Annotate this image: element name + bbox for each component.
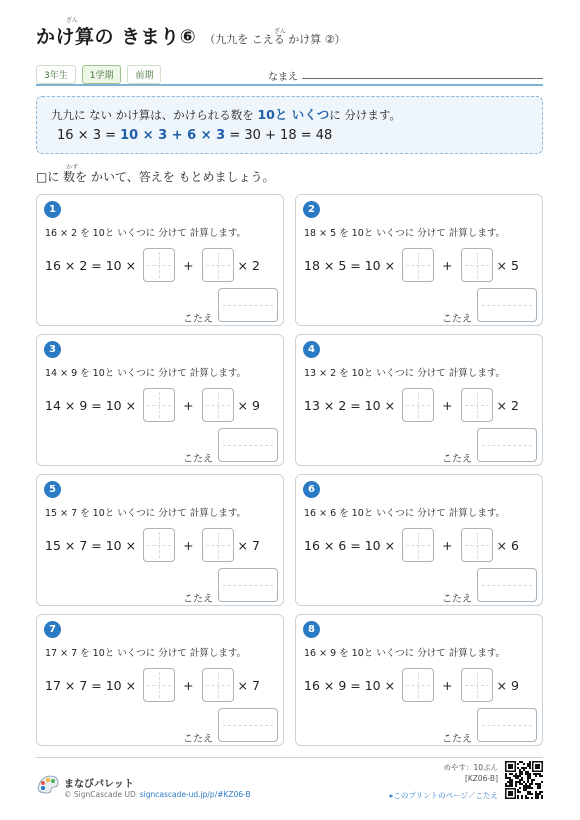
answer-label: こたえ <box>442 454 472 465</box>
brand-name: まなびパレット <box>64 779 134 790</box>
hint-line-1 <box>51 105 528 123</box>
problem-equation <box>45 248 263 282</box>
problem-number-badge: 1 <box>44 201 61 218</box>
equation-left: 16 × 9 = 10 × <box>304 677 396 693</box>
problem-number-badge: 3 <box>44 341 61 358</box>
answer-label: こたえ <box>442 734 472 745</box>
problem-number-badge: 4 <box>303 341 320 358</box>
copyright <box>64 790 251 799</box>
hint-line-2 <box>57 128 528 143</box>
answer-label: こたえ <box>183 454 213 465</box>
answer-box[interactable] <box>218 428 278 462</box>
equation-left: 17 × 7 = 10 × <box>45 677 137 693</box>
tag-term: 1学期 <box>82 65 122 84</box>
plus-sign: + <box>442 257 453 273</box>
tag-period: 前期 <box>127 65 161 84</box>
problem-equation <box>304 388 522 422</box>
answer-box[interactable] <box>218 288 278 322</box>
problem-number-badge: 5 <box>44 481 61 498</box>
subtitle-furigana: ざん <box>274 28 287 35</box>
problem-equation <box>304 668 522 702</box>
header <box>36 22 346 49</box>
equation-left: 15 × 7 = 10 × <box>45 537 137 553</box>
plus-sign: + <box>442 537 453 553</box>
answer-label: こたえ <box>183 734 213 745</box>
problem-question: 18 × 5 を 10と いくつに 分けて 計算します。 <box>304 228 506 239</box>
problem-equation <box>45 668 263 702</box>
answer-box[interactable] <box>218 708 278 742</box>
answer-box[interactable] <box>477 288 537 322</box>
plus-sign: + <box>442 677 453 693</box>
equation-tail: × 2 <box>496 397 519 413</box>
worksheet-code: [KZ06-B] <box>464 773 498 783</box>
problem-card <box>295 474 543 606</box>
problem-number-badge: 2 <box>303 201 320 218</box>
blank-box-2[interactable] <box>461 248 493 282</box>
plus-sign: + <box>183 257 194 273</box>
equation-left: 16 × 6 = 10 × <box>304 537 396 553</box>
blank-box-1[interactable] <box>402 388 434 422</box>
problem-card <box>36 334 284 466</box>
hint-line-1-pre: 九九に ない かけ算は、かけられる数を <box>51 108 258 122</box>
problem-equation <box>304 528 522 562</box>
problem-number-badge: 8 <box>303 621 320 638</box>
answer-box[interactable] <box>477 428 537 462</box>
blank-box-2[interactable] <box>461 528 493 562</box>
equation-tail: × 5 <box>496 257 519 273</box>
problem-card <box>295 334 543 466</box>
page-title: かけ算の きまり⑥ <box>36 26 197 48</box>
problem-card <box>36 474 284 606</box>
problem-card <box>36 614 284 746</box>
blank-box-2[interactable] <box>202 668 234 702</box>
answer-box[interactable] <box>477 708 537 742</box>
answer-page-link[interactable]: ▸このプリントのページ／こたえ <box>389 791 498 800</box>
equation-tail: × 9 <box>237 397 260 413</box>
problem-question: 17 × 7 を 10と いくつに 分けて 計算します。 <box>45 648 247 659</box>
answer-box[interactable] <box>218 568 278 602</box>
problem-question: 15 × 7 を 10と いくつに 分けて 計算します。 <box>45 508 247 519</box>
footer-url-link[interactable]: signcascade-ud.jp/p/#KZ06-B <box>139 790 251 799</box>
problem-question: 16 × 2 を 10と いくつに 分けて 計算します。 <box>45 228 247 239</box>
equation-left: 18 × 5 = 10 × <box>304 257 396 273</box>
palette-logo-icon <box>36 773 60 795</box>
hint-line-1-highlight: 10と いくつ <box>257 107 330 122</box>
page-subtitle: （九九を こえる かけ算 ②） <box>204 33 346 46</box>
problem-question: 14 × 9 を 10と いくつに 分けて 計算します。 <box>45 368 247 379</box>
grade-tags <box>36 65 161 84</box>
hint-line-1-post: に 分けます。 <box>329 108 401 122</box>
plus-sign: + <box>183 537 194 553</box>
equation-tail: × 7 <box>237 537 260 553</box>
problem-equation <box>304 248 522 282</box>
time-guide <box>443 763 498 784</box>
equation-tail: × 6 <box>496 537 519 553</box>
blank-box-1[interactable] <box>143 388 175 422</box>
problem-card <box>295 614 543 746</box>
hint-box <box>36 96 543 154</box>
name-label: なまえ <box>268 72 298 83</box>
problem-number-badge: 6 <box>303 481 320 498</box>
blank-box-1[interactable] <box>402 668 434 702</box>
instruction: □に 数を かいて、答えを もとめましょう。 <box>36 170 275 184</box>
blank-box-2[interactable] <box>202 528 234 562</box>
blank-box-1[interactable] <box>143 528 175 562</box>
equation-left: 14 × 9 = 10 × <box>45 397 137 413</box>
answer-label: こたえ <box>442 594 472 605</box>
time-guide-text: めやす：10ぷん <box>443 763 498 772</box>
blank-box-1[interactable] <box>143 248 175 282</box>
instruction-furigana: かず <box>66 164 79 171</box>
hint-line-2-highlight: 10 × 3 + 6 × 3 <box>120 128 226 143</box>
tag-grade: 3年生 <box>36 65 76 84</box>
problem-equation <box>45 528 263 562</box>
plus-sign: + <box>442 397 453 413</box>
equation-tail: × 7 <box>237 677 260 693</box>
name-field[interactable] <box>302 78 543 79</box>
equation-tail: × 9 <box>496 677 519 693</box>
problem-question: 16 × 6 を 10と いくつに 分けて 計算します。 <box>304 508 506 519</box>
blank-box-1[interactable] <box>402 528 434 562</box>
blank-box-2[interactable] <box>461 388 493 422</box>
plus-sign: + <box>183 397 194 413</box>
answer-label: こたえ <box>183 594 213 605</box>
hint-line-2-pre: 16 × 3 = <box>57 128 121 143</box>
answer-label: こたえ <box>183 314 213 325</box>
header-divider <box>36 84 543 86</box>
copyright-text: © SignCascade UD <box>64 790 136 799</box>
answer-box[interactable] <box>477 568 537 602</box>
problem-question: 13 × 2 を 10と いくつに 分けて 計算します。 <box>304 368 506 379</box>
problem-card <box>36 194 284 326</box>
equation-left: 16 × 2 = 10 × <box>45 257 137 273</box>
equation-left: 13 × 2 = 10 × <box>304 397 396 413</box>
problem-equation <box>45 388 263 422</box>
qr-code-icon[interactable] <box>505 761 543 799</box>
blank-box-1[interactable] <box>402 248 434 282</box>
blank-box-2[interactable] <box>202 388 234 422</box>
hint-line-2-post: = 30 + 18 = 48 <box>225 128 333 143</box>
answer-label: こたえ <box>442 314 472 325</box>
problem-number-badge: 7 <box>44 621 61 638</box>
blank-box-1[interactable] <box>143 668 175 702</box>
plus-sign: + <box>183 677 194 693</box>
blank-box-2[interactable] <box>202 248 234 282</box>
problem-question: 16 × 9 を 10と いくつに 分けて 計算します。 <box>304 648 506 659</box>
problem-card <box>295 194 543 326</box>
title-furigana: ざん <box>66 17 79 24</box>
footer-divider <box>36 757 543 758</box>
blank-box-2[interactable] <box>461 668 493 702</box>
equation-tail: × 2 <box>237 257 260 273</box>
